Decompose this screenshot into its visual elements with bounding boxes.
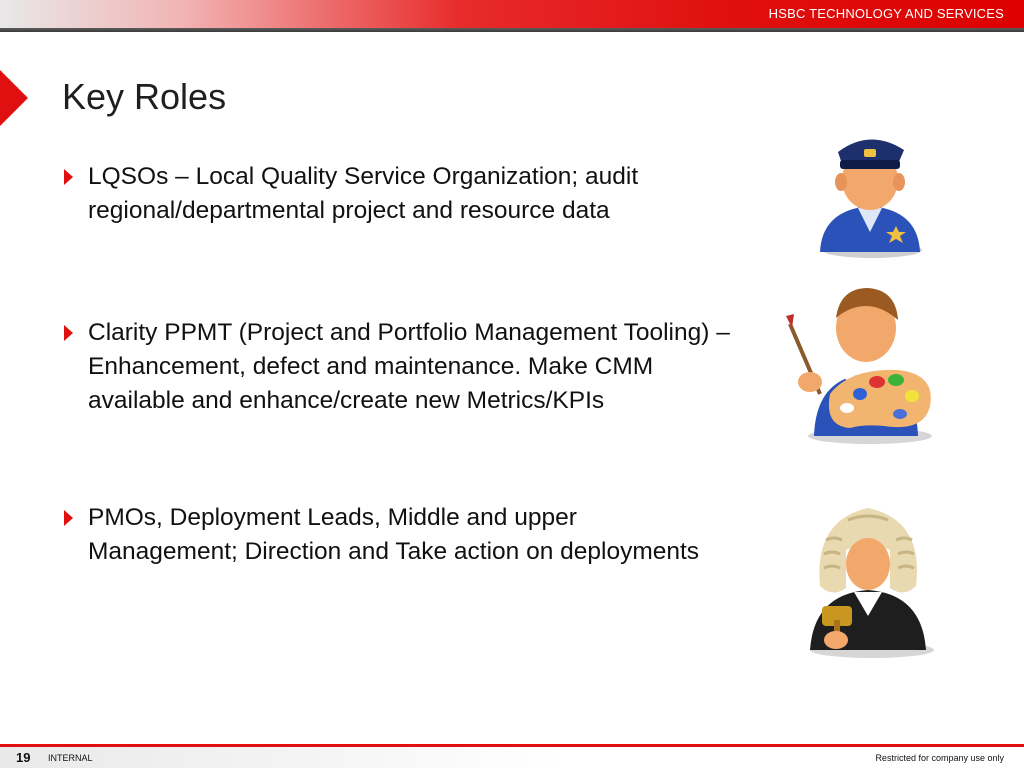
bullet-item [62,501,732,569]
restriction-notice: Restricted for company use only [875,753,1004,763]
header-bar [0,0,1024,28]
bullet-text: PMOs, Deployment Leads, Middle and upper Management; Direction and Take action on deployments [88,504,700,565]
bullet-item [62,316,732,418]
judge-gavel-icon [784,490,944,660]
bullet-arrow-icon [64,510,73,526]
page-number: 19 [16,750,31,765]
header-brand-text: HSBC TECHNOLOGY AND SERVICES [768,6,1004,21]
header-divider [0,28,1024,32]
slide-title: Key Roles [62,76,227,117]
bullet-text: LQSOs – Local Quality Service Organization; audit regional/departmental project and resource data [88,163,639,224]
bullet-arrow-icon [64,325,73,341]
bullet-text: Clarity PPMT (Project and Portfolio Management Tooling) – Enhancement, defect and maintenance. Make CMM available and enhance/create new Metrics/KPIs [88,319,730,414]
title-marker-icon [0,70,28,126]
police-officer-icon [800,122,940,262]
bullet-arrow-icon [64,169,73,185]
bullet-item [62,160,732,228]
painter-palette-icon [780,276,940,446]
footer-bar [0,747,1024,768]
classification-label: INTERNAL [48,753,93,763]
